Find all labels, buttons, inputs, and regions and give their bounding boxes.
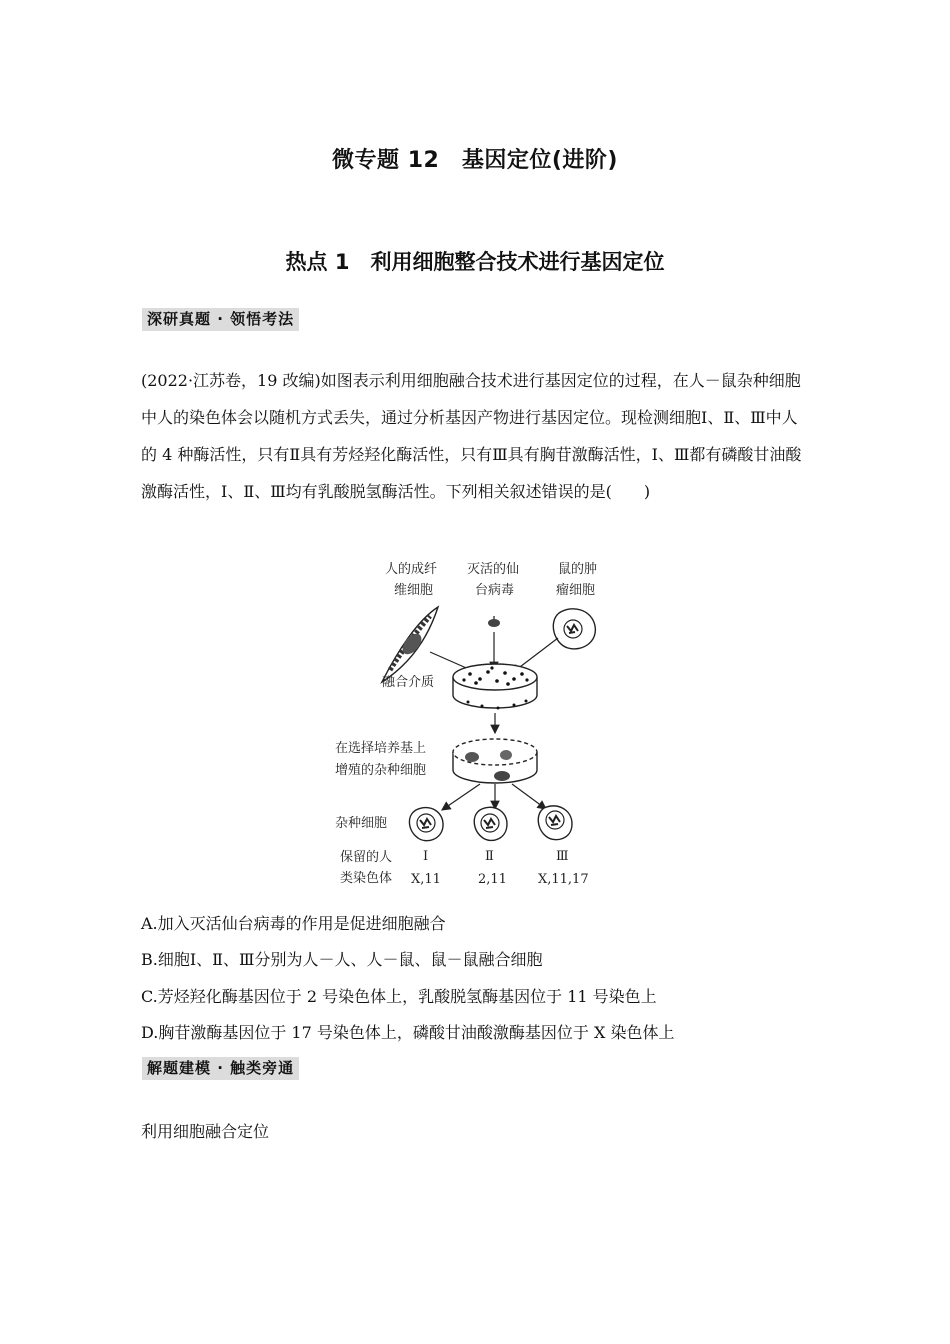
label-virus-line2: 台病毒	[475, 583, 515, 598]
virus-icon	[488, 616, 500, 627]
cell-label-II: Ⅱ	[485, 849, 494, 864]
cell-label-I: Ⅰ	[423, 849, 429, 864]
cell-label-III: Ⅲ	[556, 849, 569, 864]
hybrid-cell-3-icon	[538, 806, 572, 840]
section-tag-study: 深研真题 · 领悟考法	[142, 308, 299, 331]
hybrid-cell-1-icon	[409, 808, 443, 841]
option-d[interactable]: D.胸苷激酶基因位于 17 号染色体上，磷酸甘油酸激酶基因位于 X 染色体上	[141, 1023, 675, 1042]
label-tumor-line2: 瘤细胞	[556, 583, 596, 598]
option-b[interactable]: B.细胞Ⅰ、Ⅱ、Ⅲ分别为人－人、人－鼠、鼠－鼠融合细胞	[141, 950, 543, 969]
culture-dish-2	[453, 739, 537, 783]
label-tumor-line1: 鼠的肿	[558, 562, 598, 577]
label-fibroblast-line2: 维细胞	[394, 583, 434, 598]
closing-text: 利用细胞融合定位	[141, 1122, 270, 1141]
option-c[interactable]: C.芳烃羟化酶基因位于 2 号染色体上，乳酸脱氢酶基因位于 11 号染色上	[141, 987, 657, 1006]
label-selective-medium-line2: 增殖的杂种细胞	[335, 763, 427, 778]
fusion-diagram	[330, 552, 630, 892]
label-retained-chromosomes-line1: 保留的人	[340, 850, 393, 865]
hybrid-cell-2-icon	[474, 807, 507, 840]
page-title: 微专题 12 基因定位(进阶)	[332, 148, 618, 173]
section-tag-modeling: 解题建模 · 触类旁通	[142, 1057, 299, 1080]
label-hybrid-cells: 杂种细胞	[335, 816, 388, 831]
section-heading: 热点 1 利用细胞整合技术进行基因定位	[285, 250, 665, 274]
option-a[interactable]: A.加入灭活仙台病毒的作用是促进细胞融合	[141, 914, 446, 933]
label-selective-medium-line1: 在选择培养基上	[335, 741, 427, 756]
chromosomes-III: X,11,17	[538, 872, 589, 887]
fibroblast-cell-icon	[382, 607, 438, 682]
label-fusion-medium: 融合介质	[382, 675, 435, 690]
label-fibroblast-line1: 人的成纤	[385, 562, 438, 577]
chromosomes-II: 2,11	[478, 872, 507, 887]
tumor-cell-icon	[553, 609, 595, 649]
label-retained-chromosomes-line2: 类染色体	[340, 871, 393, 886]
label-virus-line1: 灭活的仙	[467, 562, 520, 577]
question-stem: (2022·江苏卷，19 改编)如图表示利用细胞融合技术进行基因定位的过程，在人－鼠杂种细胞中人的染色体会以随机方式丢失，通过分析基因产物进行基因定位。现检测细胞Ⅰ、Ⅱ、Ⅲ中人的 4 种酶活性，只有Ⅱ具有芳烃羟化酶活性，只有Ⅲ具有胸苷激酶活性，Ⅰ、Ⅲ都有磷酸甘油酸激酶活性，Ⅰ、Ⅱ、Ⅲ均有乳酸脱氢酶活性。下列相关叙述错误的是( )	[141, 371, 802, 501]
chromosomes-I: X,11	[411, 872, 441, 887]
culture-dish-1	[453, 664, 537, 710]
